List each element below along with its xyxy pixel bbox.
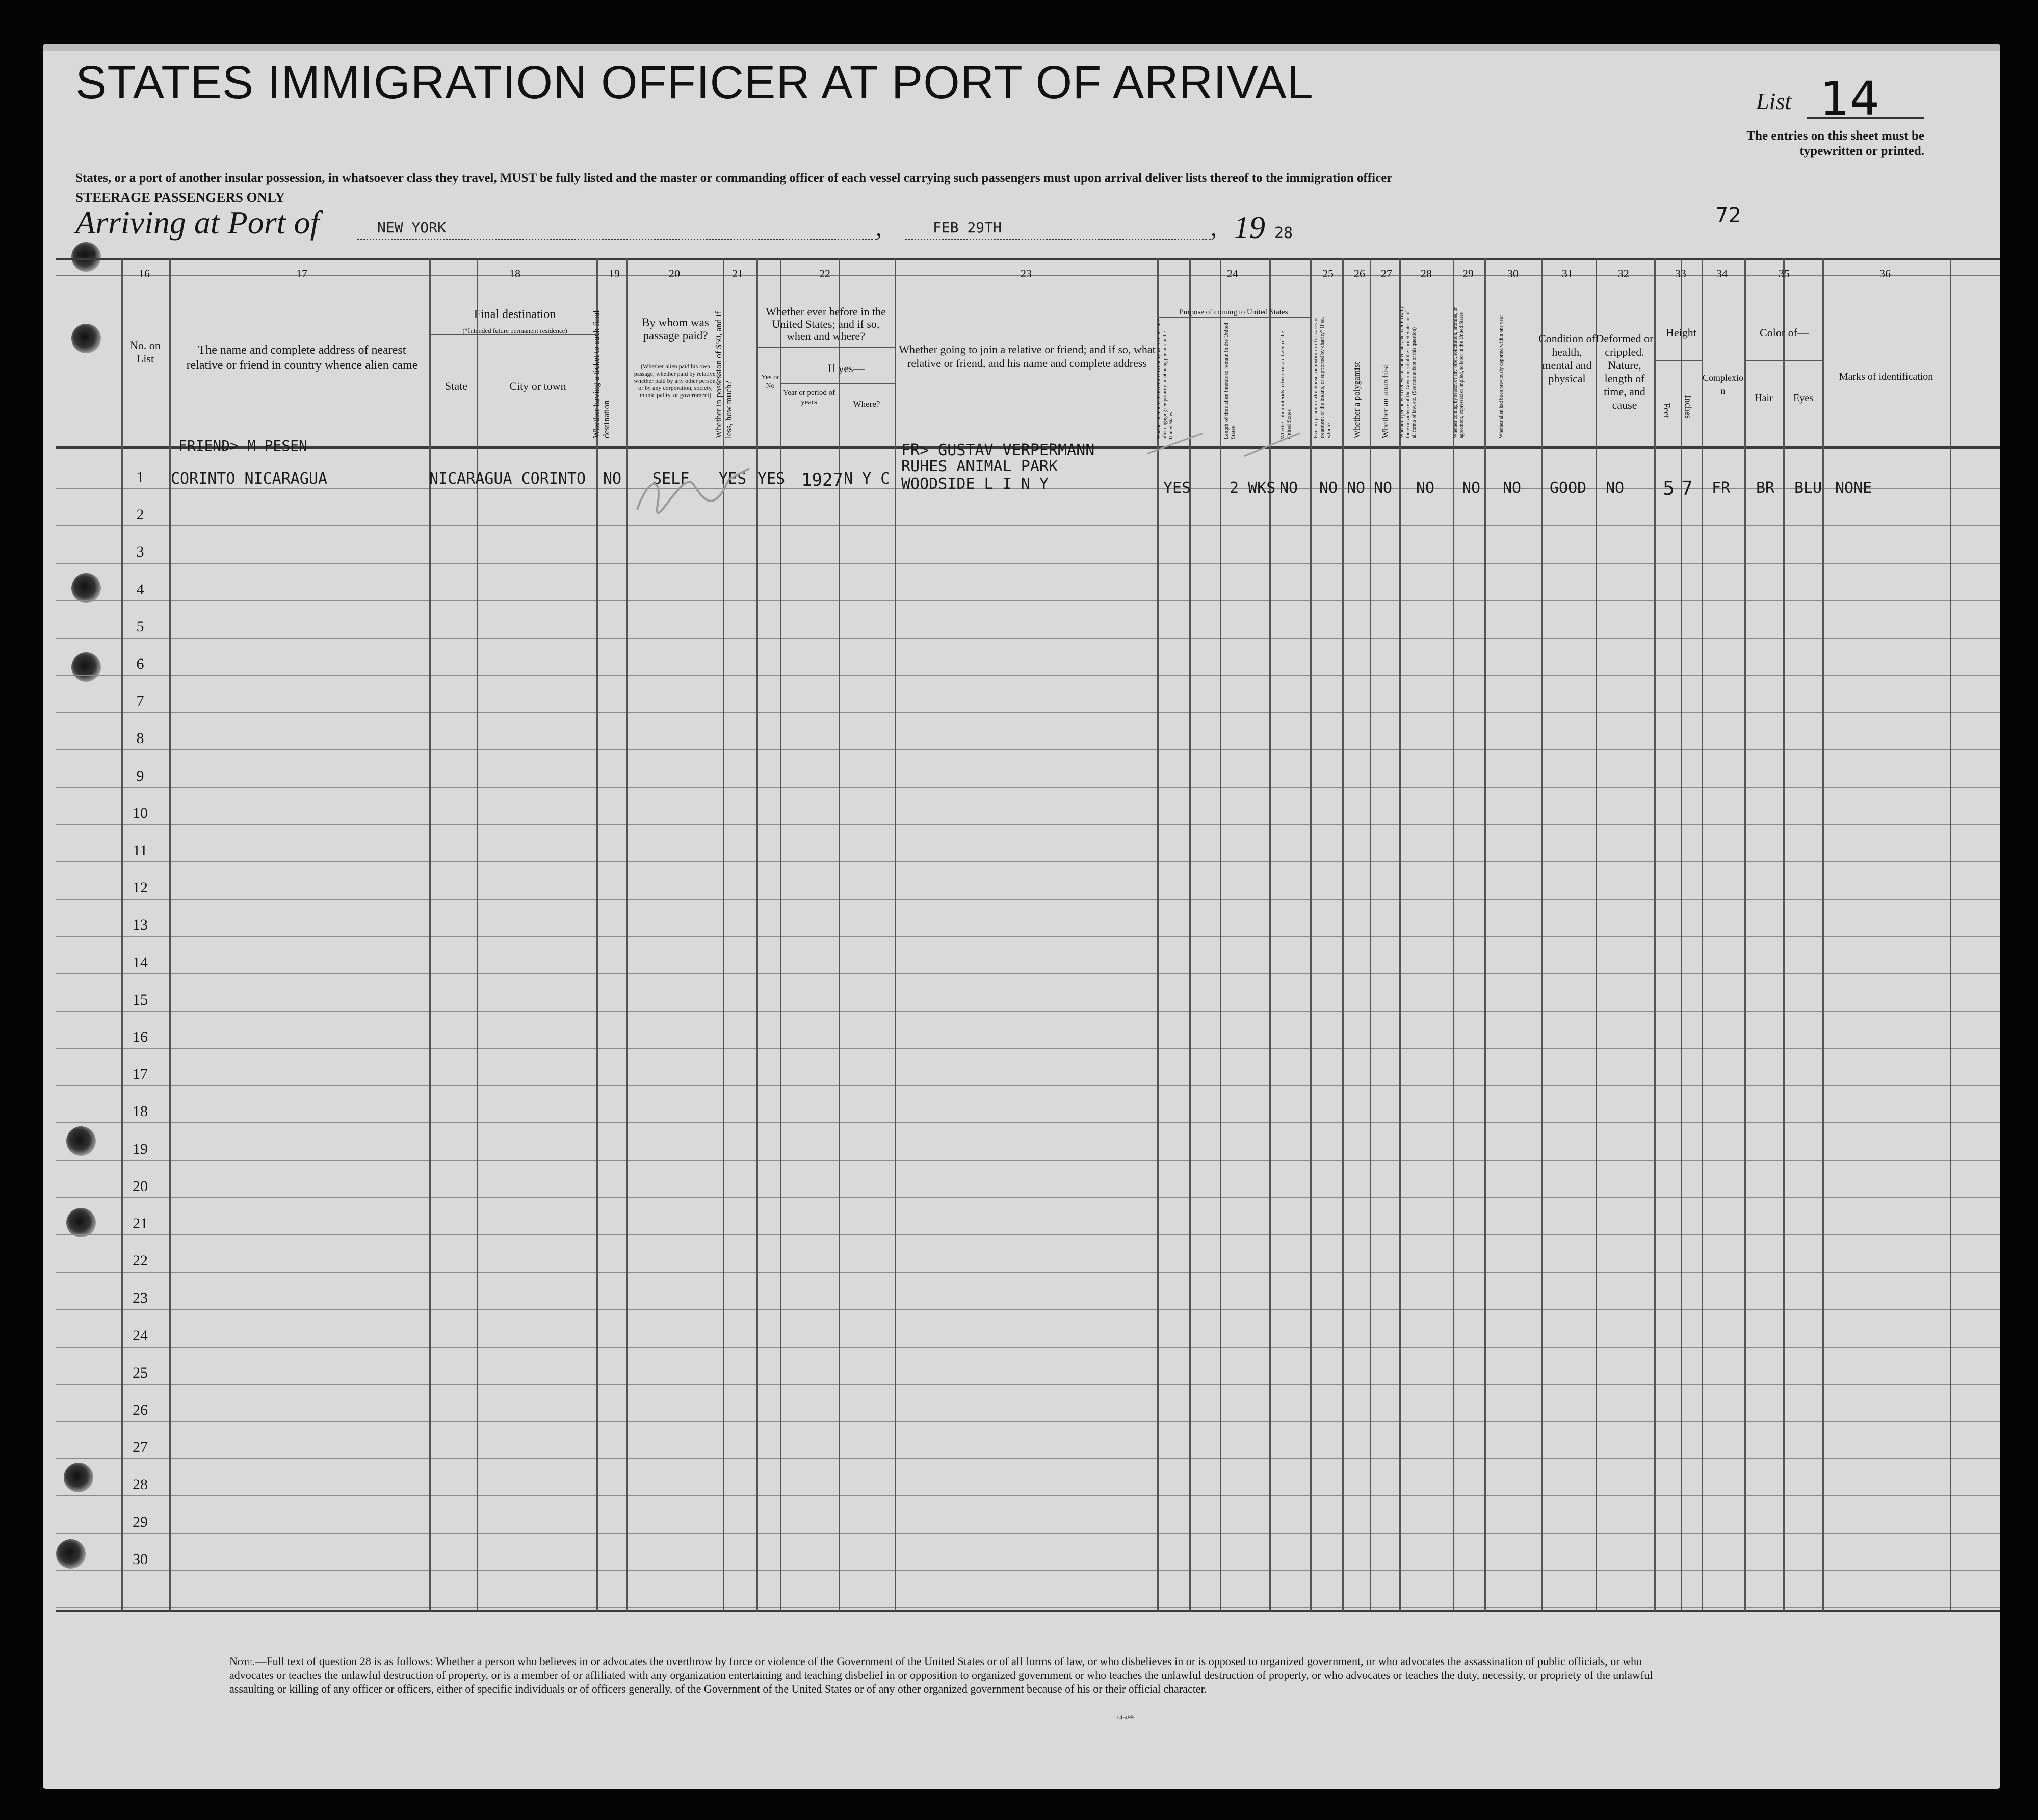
table-top-rule [56,258,2000,260]
hair-value: BR [1756,479,1775,497]
hdr-relative: The name and complete address of nearest relative or friend in country whence alien came [186,344,418,372]
row-rule [56,899,2000,900]
row-number: 13 [133,916,148,933]
port-dotted-line [357,239,877,240]
col-num-26: 26 [1354,267,1365,280]
date-dotted-line [905,239,1211,240]
col-num-23: 23 [1021,267,1032,280]
col-num-17: 17 [296,267,307,280]
row-number: 25 [133,1364,148,1381]
hdr-no-on-list: No. on List [130,339,161,365]
footer-note-text: —Full text of question 28 is as follows: Whether a person who believes in or advocates the overthrow by force or violence of the Government of the United States or of all forms of law, or who disbelieves in or is opposed to organized government, or who advocates the assassination of public officials, or who advocates or teaches the unlawful destruction of property, or is a member of or affiliated with any organization entertaining and teaching disbelief in or opposition to organized government or who teaches the unlawful destruction of property, or who advocates or teaches the duty, necessity, or propriety of the unlawful assaulting or killing of any officer or officers, either of specific individuals or of officers generally, of the Government of the United States or of any other organized government because of his or their official character. [229,1655,1653,1695]
row-number: 18 [133,1103,148,1120]
hdr-prison: Ever in prison or almshouse, or institution for care and treatment of the insane, or supported by charity? If so, which? [1313,315,1332,438]
row-number: 28 [133,1476,148,1493]
row-number: 1 [136,469,144,486]
hdr-complexion: Complexion [1703,373,1743,396]
punch-hole [66,1208,96,1237]
row-number: 12 [133,879,148,896]
hdr-final-destination: Final destination [474,308,556,321]
row-number: 10 [133,805,148,822]
hdr-length-time: Length of time alien intends to remain in the United States [1223,323,1236,439]
col-num-18: 18 [509,267,520,280]
column-rule [1744,258,1746,1611]
arriving-label: Arriving at Port of [75,204,320,241]
hdr-overthrow: Whether a person who believes in or advocates the overthrow by force or violence of the Government of the United States or of all forms of law, etc. (See note at foot of this question) [1399,306,1417,438]
table-bottom-rule [56,1610,2000,1612]
row-number: 23 [133,1289,148,1306]
row-number: 11 [133,842,148,859]
hdr-join-relative: Whether going to join a relative or friend; and if so, what relative or friend, and his name and complete address [899,343,1156,370]
year-prefix: 19 [1234,210,1265,245]
row-rule [56,1570,2000,1571]
pencil-tick [1142,423,1305,464]
row-rule [56,563,2000,564]
row-rule [56,824,2000,825]
row-rule [56,973,2000,974]
hdr-ticket: Whether having a ticket to such final destination [591,310,611,438]
row-rule [56,1048,2000,1049]
column-rule [596,258,598,1611]
column-rule [1342,258,1344,1611]
row-rule [56,1309,2000,1310]
column-rule [1681,258,1682,1611]
passage-value: SELF [652,470,690,488]
hdr-marks: Marks of identification [1839,371,1934,382]
hdr-deformed: Deformed or crippled. Nature, length of time, and cause [1596,332,1654,411]
row-rule [56,1272,2000,1273]
column-rule [780,258,781,1611]
before-year-value: 1927 [801,470,843,490]
row-number: 26 [133,1402,148,1418]
pencil-scribble [627,449,754,530]
port-value: NEW YORK [377,219,446,236]
hdr-yes-no: Yes or No [761,374,779,390]
row-number: 6 [136,655,144,672]
col-num-34: 34 [1716,267,1728,280]
column-rule [1310,258,1312,1611]
col-num-29: 29 [1462,267,1474,280]
row-rule [56,1197,2000,1198]
hdr-become-citizen: Whether alien intends to become a citizen of the United States [1279,331,1292,439]
hdr-height: Height [1666,326,1696,339]
row-rule [56,712,2000,713]
col-num-16: 16 [139,267,150,280]
row-number: 29 [133,1514,148,1531]
col-num-22: 22 [819,267,830,280]
punch-hole [64,1463,93,1492]
anarchist-value: NO [1374,479,1393,497]
hdr-passage-note: (Whether alien paid his own passage, whether paid by relative, whether paid by any other person, or by any corporation, society, municipality, or government) [634,363,717,399]
complexion-value: FR [1712,479,1731,497]
hdr-year-period: Year or period of years [782,389,835,406]
row-rule [56,1122,2000,1123]
overthrow-value: NO [1416,479,1435,497]
row-number: 27 [133,1439,148,1456]
hdr-polygamist: Whether a polygamist [1352,361,1362,438]
column-rule [1399,258,1401,1611]
row-rule [56,638,2000,639]
hdr-final-destination-note: (*Intended future permanent residence) [462,327,567,334]
column-rule [169,258,171,1611]
row-rule [56,600,2000,601]
eyes-value: BLU [1794,479,1822,497]
col-num-20: 20 [669,267,680,280]
row-number: 17 [133,1066,148,1083]
column-rule [1654,258,1656,1611]
row-number: 21 [133,1215,148,1232]
row-rule [56,1234,2000,1235]
hdr-eyes: Eyes [1793,392,1813,404]
row-number: 19 [133,1141,148,1157]
hdr-inches: Inches [1683,395,1693,419]
hdr-hair: Hair [1755,392,1773,404]
row-rule [56,787,2000,788]
row-number: 4 [136,581,144,598]
list-underline [1807,117,1924,119]
column-rule [1453,258,1454,1611]
list-number: 14 [1820,71,1880,126]
hdr-health: Condition of health, mental and physical [1538,332,1596,385]
final-destination: NICARAGUA CORINTO [429,470,586,488]
punch-hole [71,573,101,603]
column-rule [1484,258,1486,1611]
row-rule [56,936,2000,937]
hdr-if-yes: If yes— [828,362,865,375]
col-num-28: 28 [1421,267,1432,280]
row-rule [56,1533,2000,1534]
deported-value: NO [1503,479,1522,497]
hdr-purpose: Purpose of coming to United States [1179,308,1288,316]
hdr-deported: Whether alien had been previously deported within one year [1499,315,1504,438]
row-rule [56,1421,2000,1422]
col-num-32: 32 [1618,267,1629,280]
row-rule [56,749,2000,750]
row-number: 14 [133,954,148,971]
row-rule [56,1160,2000,1161]
header-sub-rule [780,383,895,384]
column-rule [477,258,478,1611]
relative-address: CORINTO NICARAGUA [171,470,328,488]
column-rule [1950,258,1951,1611]
col-num-27: 27 [1381,267,1392,280]
column-rule [756,258,758,1611]
col-num-25: 25 [1322,267,1334,280]
hdr-city: City or town [509,380,566,392]
hdr-purpose-return: Whether alien intends to return to country whence he came after engaging temporarily in laboring pursuits in the United States [1156,319,1174,439]
year-suffix: 28 [1274,224,1293,242]
col-num-31: 31 [1562,267,1573,280]
row-rule [56,1085,2000,1086]
row-number: 30 [133,1551,148,1568]
row-rule [56,675,2000,676]
form-instructions: States, or a port of another insular possession, in whatsoever class they travel, MUST be fully listed and the master or commanding officer of each vessel carrying such passengers must upon arrival deliver lists thereof to the immigration officer [75,171,1393,185]
manifest-sheet [43,44,2000,1789]
punch-hole [71,324,101,353]
col-num-24: 24 [1227,267,1238,280]
col-num-19: 19 [609,267,620,280]
row-number: 20 [133,1178,148,1195]
col-num-35: 35 [1779,267,1790,280]
col-num-36: 36 [1879,267,1891,280]
column-rule [1783,258,1785,1611]
row-number: 15 [133,991,148,1008]
column-rule [429,258,431,1611]
punch-hole [56,1539,86,1569]
hdr-color-of: Color of— [1760,326,1809,339]
row-rule [56,1011,2000,1012]
join-name: FR> GUSTAV VERPERMANN [901,441,1095,459]
column-rule [1822,258,1824,1611]
deformed-value: NO [1606,479,1625,497]
hdr-anarchist: Whether an anarchist [1380,364,1390,438]
money-value: YES [719,470,747,488]
footer-note-label: Note. [229,1655,255,1668]
header-sub-rule [1654,360,1702,361]
row-number: 16 [133,1028,148,1045]
hdr-where: Where? [853,399,880,409]
polygamist-value: NO [1347,479,1366,497]
before-yes-value: YES [757,470,786,488]
form-code: 14-499 [76,250,95,257]
offer-value: NO [1462,479,1481,497]
row-number: 9 [136,768,144,784]
col-num-30: 30 [1507,267,1519,280]
relative-name: FRIEND> M PESEN [178,437,307,454]
row-rule [56,1458,2000,1459]
row-number: 3 [136,543,144,560]
punch-hole [71,652,101,682]
row-number: 8 [136,730,144,747]
row-number: 7 [136,693,144,709]
purpose-value: YES [1163,479,1191,497]
form-title: STATES IMMIGRATION OFFICER AT PORT OF ARRIVAL [75,57,1314,109]
row-rule [56,1495,2000,1496]
row-rule [56,861,2000,862]
column-rule [895,258,896,1611]
footer-form-code: 14-499 [1116,1713,1134,1721]
col-num-21: 21 [732,267,743,280]
page-number: 72 [1715,204,1741,227]
length-value: 2 WKS [1230,479,1276,497]
hdr-state: State [445,380,467,392]
join-address-1: RUHES ANIMAL PARK [901,458,1058,476]
header-sub-rule [1744,360,1822,361]
row-rule [56,1384,2000,1385]
paper-top-edge [43,44,2000,51]
row-number: 5 [136,618,144,635]
hdr-before-in-us: Whether ever before in the United States; and if so, when and where? [766,305,886,342]
punch-hole [66,1126,96,1156]
marks-value: NONE [1835,479,1872,497]
health-value: GOOD [1550,479,1587,497]
column-rule [1702,258,1703,1611]
column-rule [1370,258,1371,1611]
inches-value: 7 [1681,477,1693,499]
column-rule [1541,258,1543,1611]
hdr-fifty-dollars: Whether in possession of $50, and if less, how much? [714,311,734,438]
hdr-offer: Whether coming by reason of any offer, solicitation, promise, or agreement, expressed or implied, to labor in the United States [1453,307,1465,438]
footer-note [229,1654,1657,1696]
hdr-passage: By whom was passage paid? [642,316,709,342]
join-address-2: WOODSIDE L I N Y [901,475,1049,493]
row-rule [56,1347,2000,1348]
column-rule [1596,258,1597,1611]
steerage-label: STEERAGE PASSENGERS ONLY [75,190,285,205]
row-rule [56,525,2000,526]
date-value: FEB 29TH [933,219,1002,236]
citizen-value: NO [1279,479,1298,497]
prison-value: NO [1319,479,1338,497]
typewritten-note: The entries on this sheet must be typewritten or printed. [1746,129,1924,158]
row-number: 22 [133,1252,148,1269]
col-num-33: 33 [1675,267,1686,280]
row-number: 24 [133,1327,148,1344]
row-number: 2 [136,506,144,523]
column-rule [839,258,840,1611]
before-where-value: N Y C [844,470,890,488]
header-sub-rule [756,347,895,348]
hdr-feet: Feet [1662,403,1672,418]
list-label: List [1756,88,1792,114]
ticket-value: NO [603,470,622,488]
row-rule [56,1607,2000,1608]
feet-value: 5 [1663,477,1675,499]
